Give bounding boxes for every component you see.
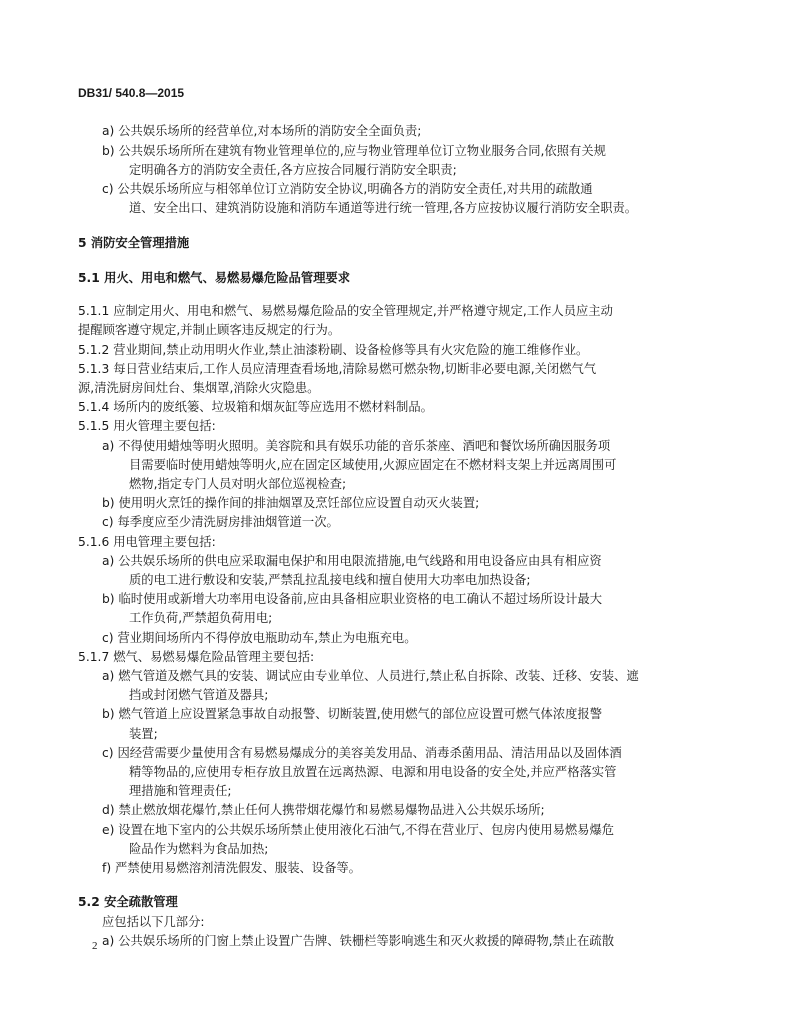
list-item-a-cont: 挡或封闭燃气管道及器具; bbox=[129, 688, 269, 702]
clause-5-1-4: 5.1.4 场所内的废纸篓、垃圾箱和烟灰缸等应选用不燃材料制品。 bbox=[78, 400, 433, 414]
list-item-a: a) 公共娱乐场所的供电应采取漏电保护和用电限流措施,电气线路和用电设备应由具有相应资 bbox=[102, 554, 602, 568]
clause-5-1-7: 5.1.7 燃气、易燃易爆危险品管理主要包括: bbox=[78, 650, 315, 664]
list-item-b-cont: 定明确各方的消防安全责任,各方应按合同履行消防安全职责; bbox=[129, 163, 457, 177]
list-item-a: a) 公共娱乐场所的经营单位,对本场所的消防安全全面负责; bbox=[102, 124, 422, 138]
list-item-c-cont: 精等物品的,应使用专柜存放且放置在远离热源、电源和用电设备的安全处,并应严格落实管 bbox=[129, 765, 617, 779]
clause-5-1-5: 5.1.5 用火管理主要包括: bbox=[78, 419, 216, 433]
intro-paragraph: 应包括以下几部分: bbox=[102, 915, 205, 929]
list-item-b-cont: 装置; bbox=[129, 727, 158, 741]
subsection-heading-5-1: 5.1 用火、用电和燃气、易燃易爆危险品管理要求 bbox=[78, 271, 351, 285]
document-code: DB31/ 540.8—2015 bbox=[78, 86, 185, 100]
list-item-c: c) 因经营需要少量使用含有易燃易爆成分的美容美发用品、消毒杀菌用品、清洁用品以及固体酒 bbox=[102, 746, 622, 760]
list-item-e: e) 设置在地下室内的公共娱乐场所禁止使用液化石油气,不得在营业厅、包房内使用易燃易爆危 bbox=[102, 823, 615, 837]
list-item-c: c) 每季度应至少清洗厨房排油烟管道一次。 bbox=[102, 515, 339, 529]
list-item-b: b) 临时使用或新增大功率用电设备前,应由具备相应职业资格的电工确认不超过场所设计最大 bbox=[102, 592, 603, 606]
list-item-e-cont: 险品作为燃料为食品加热; bbox=[129, 842, 269, 856]
list-item-c-cont: 理措施和管理责任; bbox=[129, 784, 232, 798]
list-item-a: a) 燃气管道及燃气具的安装、调试应由专业单位、人员进行,禁止私自拆除、改装、迁移、安装、遮 bbox=[102, 669, 639, 683]
list-item-c-cont: 道、安全出口、建筑消防设施和消防车通道等进行统一管理,各方应按协议履行消防安全职责。 bbox=[129, 201, 638, 215]
section-heading-5: 5 消防安全管理措施 bbox=[78, 236, 190, 250]
list-item-a: a) 公共娱乐场所的门窗上禁止设置广告牌、铁栅栏等影响逃生和灭火救援的障碍物,禁止在疏散 bbox=[102, 934, 615, 948]
list-item-c: c) 公共娱乐场所应与相邻单位订立消防安全协议,明确各方的消防安全责任,对共用的疏散通 bbox=[102, 182, 593, 196]
list-item-b: b) 使用明火烹饪的操作间的排油烟罩及烹饪部位应设置自动灭火装置; bbox=[102, 496, 480, 510]
list-item-f: f) 严禁使用易燃溶剂清洗假发、服装、设备等。 bbox=[102, 861, 361, 875]
list-item-a: a) 不得使用蜡烛等明火照明。美容院和具有娱乐功能的音乐茶座、酒吧和餐饮场所确因服务项 bbox=[102, 439, 611, 453]
page-number: 2 bbox=[92, 940, 98, 952]
list-item-c: c) 营业期间场所内不得停放电瓶助动车,禁止为电瓶充电。 bbox=[102, 631, 417, 645]
list-item-a-cont: 质的电工进行敷设和安装,严禁乱拉乱接电线和擅自使用大功率电加热设备; bbox=[129, 573, 531, 587]
clause-5-1-1: 5.1.1 应制定用火、用电和燃气、易燃易爆危险品的安全管理规定,并严格遵守规定,工作人员应主动 bbox=[78, 304, 613, 318]
list-item-b-cont: 工作负荷,严禁超负荷用电; bbox=[129, 611, 273, 625]
list-item-b: b) 公共娱乐场所所在建筑有物业管理单位的,应与物业管理单位订立物业服务合同,依照有关规 bbox=[102, 144, 606, 158]
list-item-d: d) 禁止燃放烟花爆竹,禁止任何人携带烟花爆竹和易燃易爆物品进入公共娱乐场所; bbox=[102, 803, 545, 817]
clause-5-1-1-cont: 提醒顾客遵守规定,并制止顾客违反规定的行为。 bbox=[78, 323, 341, 337]
list-item-a-cont: 燃物,指定专门人员对明火部位巡视检查; bbox=[129, 477, 347, 491]
clause-5-1-3-cont: 源,清洗厨房间灶台、集烟罩,消除火灾隐患。 bbox=[78, 381, 320, 395]
clause-5-1-6: 5.1.6 用电管理主要包括: bbox=[78, 535, 216, 549]
clause-5-1-3: 5.1.3 每日营业结束后,工作人员应清理查看场地,清除易燃可燃杂物,切断非必要电源,关闭燃气气 bbox=[78, 362, 597, 376]
subsection-heading-5-2: 5.2 安全疏散管理 bbox=[78, 895, 178, 909]
list-item-a-cont: 目需要临时使用蜡烛等明火,应在固定区域使用,火源应固定在不燃材料支架上并远离周围可 bbox=[129, 458, 617, 472]
clause-5-1-2: 5.1.2 营业期间,禁止动用明火作业,禁止油漆粉刷、设备检修等具有火灾危险的施工维修作业。 bbox=[78, 343, 589, 357]
list-item-b: b) 燃气管道上应设置紧急事故自动报警、切断装置,使用燃气的部位应设置可燃气体浓度报警 bbox=[102, 707, 603, 721]
